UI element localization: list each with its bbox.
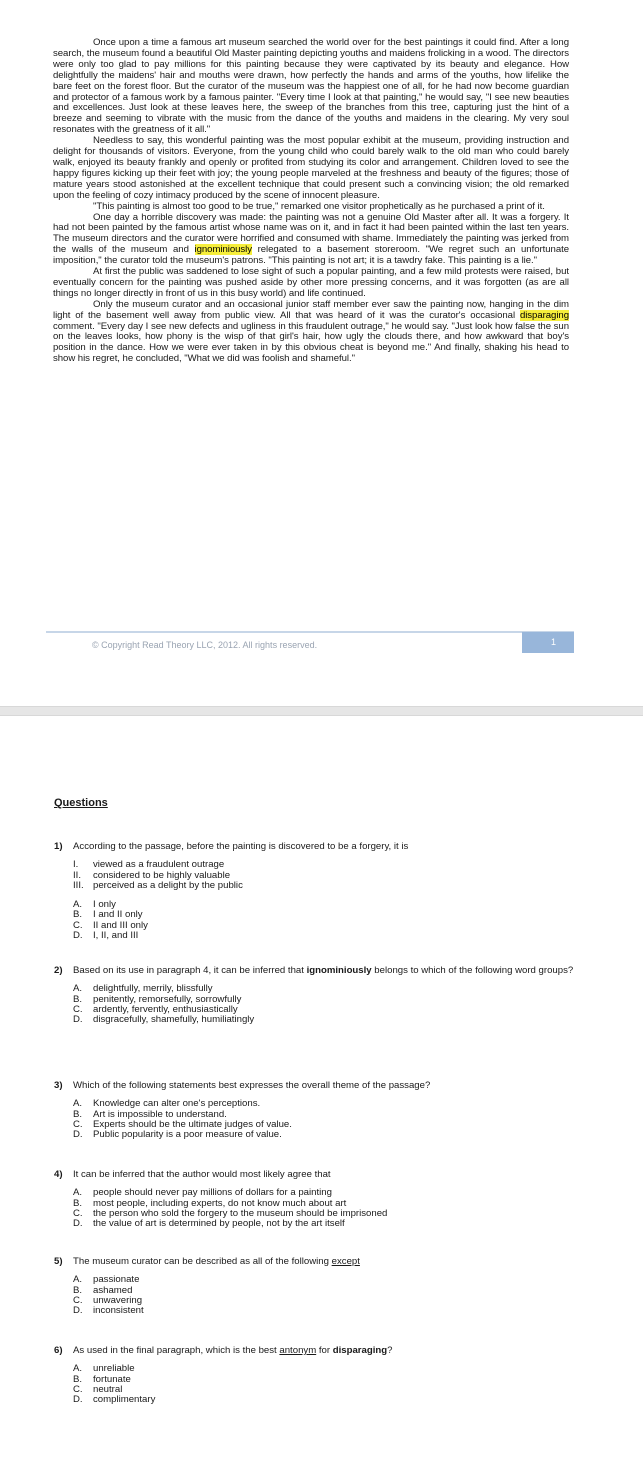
- text-run: Based on its use in paragraph 4, it can be inferred that: [73, 965, 307, 976]
- answer-option: [73, 1275, 574, 1285]
- question-item: [54, 841, 574, 941]
- answer-options: [73, 1364, 574, 1405]
- answer-option: [73, 1099, 574, 1109]
- option-text: fortunate: [93, 1373, 131, 1385]
- option-letter: B.: [73, 1108, 83, 1120]
- text-run: At first the public was saddened to lose sight of such a popular painting, and a few mild protests were raised, but eventually concern for the painting was pushed aside by other more pressing concerns, and it was forgotten (as are all things no longer directly in front of us in this busy world) and life continued.: [53, 266, 569, 299]
- question-number: 4): [54, 1169, 63, 1180]
- highlighted-word: ignominiously: [194, 244, 252, 256]
- option-text: the person who sold the forgery to the museum should be imprisoned: [93, 1207, 388, 1219]
- option-text: Knowledge can alter one's perceptions.: [93, 1098, 261, 1110]
- answer-options: [73, 1099, 574, 1140]
- text-run: According to the passage, before the painting is discovered to be a forgery, it is: [73, 841, 409, 852]
- roman-label: II.: [73, 869, 81, 881]
- answer-option: [73, 1395, 574, 1405]
- answer-option: [73, 1130, 574, 1140]
- option-letter: D.: [73, 1218, 83, 1230]
- option-letter: B.: [73, 909, 83, 921]
- answer-option: [73, 921, 574, 931]
- option-text: penitently, remorsefully, sorrowfully: [93, 993, 242, 1005]
- option-letter: D.: [73, 1394, 83, 1406]
- text-run: relegated to a basement storeroom. "We regret such an unfortunate imposition," the curator told the museum's patrons. "This painting is not art; it is a tawdry fake. This painting is a lie.": [53, 244, 570, 267]
- answer-options: [73, 1188, 574, 1229]
- option-letter: C.: [73, 1003, 83, 1015]
- answer-option: [73, 1015, 574, 1025]
- question-stem: [54, 1256, 574, 1267]
- question-item: [54, 1345, 574, 1405]
- option-letter: A.: [73, 1187, 83, 1199]
- option-letter: C.: [73, 1294, 83, 1306]
- option-text: I, II, and III: [93, 929, 139, 941]
- question-item: [54, 1080, 574, 1140]
- option-text: ashamed: [93, 1284, 133, 1296]
- question-item: [54, 1169, 574, 1229]
- option-text: Art is impossible to understand.: [93, 1108, 227, 1120]
- question-number: 5): [54, 1256, 63, 1267]
- roman-text: viewed as a fraudulent outrage: [93, 859, 225, 871]
- question-number: 1): [54, 841, 63, 852]
- option-letter: B.: [73, 1284, 83, 1296]
- passage-paragraph: [53, 213, 569, 268]
- answer-options: [73, 1275, 574, 1316]
- option-letter: C.: [73, 1207, 83, 1219]
- option-letter: D.: [73, 1014, 83, 1026]
- answer-option: [73, 1188, 574, 1198]
- answer-options: [73, 984, 574, 1025]
- question-number: 2): [54, 965, 63, 976]
- underlined-word: antonym: [279, 1345, 317, 1356]
- text-run: "This painting is almost too good to be true," remarked one visitor prophetically as he purchased a print of it.: [93, 200, 545, 212]
- questions-heading: Questions: [54, 797, 108, 809]
- question-item: [54, 1256, 574, 1316]
- option-text: Experts should be the ultimate judges of value.: [93, 1118, 292, 1130]
- question-text: [73, 1345, 574, 1356]
- question-stem: [54, 1169, 574, 1180]
- text-run: Needless to say, this wonderful painting was the most popular exhibit at the museum, providing instruction and delight for thousands of visitors. Everyone, from the young child who could barely walk to the old man who could barely walk, enjoyed its beauty frankly and openly or profited from studying its color and arrangement. Children loved to see the happy figures kicking up their feet with joy; the young people marveled at the freshness and beauty of the figures; those of mature years stood astonished at the excellent technique that could present such a convincing vision; the old remarked upon the feeling of cozy intimacy produced by the scene of innocent pleasure.: [53, 135, 569, 201]
- passage-paragraph: [53, 300, 569, 365]
- answer-option: [73, 931, 574, 941]
- option-text: the value of art is determined by people, not by the art itself: [93, 1218, 345, 1230]
- question-number: 6): [54, 1345, 63, 1356]
- page-footer: [46, 631, 574, 655]
- option-letter: A.: [73, 1098, 83, 1110]
- text-run: Only the museum curator and an occasional junior staff member ever saw the painting now, hanging in the dim light of the basement well away from public view. All that was heard of it was the curator's occasional: [53, 298, 569, 321]
- option-letter: A.: [73, 1363, 83, 1375]
- answer-options: [73, 900, 574, 941]
- answer-option: [73, 984, 574, 994]
- bold-word: ignominiously: [306, 965, 372, 976]
- page-1: [0, 0, 643, 706]
- option-text: people should never pay millions of dollars for a painting: [93, 1187, 332, 1199]
- answer-option: [73, 1296, 574, 1306]
- page-number-badge: 1: [522, 632, 574, 653]
- answer-option: [73, 1219, 574, 1229]
- roman-label: I.: [73, 859, 79, 871]
- text-run: Which of the following statements best expresses the overall theme of the passage?: [73, 1080, 431, 1091]
- question-number: 3): [54, 1080, 63, 1091]
- question-item: [54, 965, 574, 1025]
- option-text: Public popularity is a poor measure of value.: [93, 1129, 282, 1141]
- roman-statement: [73, 881, 574, 891]
- roman-text: considered to be highly valuable: [93, 869, 231, 881]
- text-run: ?: [387, 1345, 393, 1356]
- answer-option: [73, 1375, 574, 1385]
- text-run: One day a horrible discovery was made: the painting was not a genuine Old Master after all. It was a forgery. It had not been painted by the famous artist whose name was on it, and in fact it had been painted within the last ten years. The museum directors and the curator were horrified and consumed with shame. Immediately the painting was jerked from the walls of the museum and: [53, 211, 569, 256]
- option-text: neutral: [93, 1383, 123, 1395]
- text-run: belongs to which of the following word groups?: [371, 965, 574, 976]
- question-text: [73, 1169, 574, 1180]
- reading-passage: [53, 38, 569, 365]
- option-letter: A.: [73, 1274, 83, 1286]
- question-stem: [54, 841, 574, 852]
- question-text: [73, 965, 574, 976]
- bold-word: disparaging: [332, 1345, 388, 1356]
- text-run: As used in the final paragraph, which is the best: [73, 1345, 280, 1356]
- question-stem: [54, 1080, 574, 1091]
- highlighted-word: disparaging: [519, 309, 569, 321]
- text-run: It can be inferred that the author would most likely agree that: [73, 1169, 331, 1180]
- roman-statement: [73, 860, 574, 870]
- text-run: for: [316, 1345, 333, 1356]
- question-stem: [54, 1345, 574, 1356]
- text-run: The museum curator can be described as all of the following: [73, 1256, 332, 1267]
- page-separator: [0, 706, 643, 716]
- question-text: [73, 841, 574, 852]
- option-letter: D.: [73, 1129, 83, 1141]
- question-stem: [54, 965, 574, 976]
- question-text: [73, 1256, 574, 1267]
- option-text: ardently, fervently, enthusiastically: [93, 1003, 238, 1015]
- copyright-notice: © Copyright Read Theory LLC, 2012. All rights reserved.: [92, 640, 318, 650]
- passage-paragraph: [53, 267, 569, 300]
- option-letter: A.: [73, 983, 83, 995]
- option-text: II and III only: [93, 919, 148, 931]
- underlined-word: except: [331, 1256, 360, 1267]
- option-text: inconsistent: [93, 1305, 144, 1317]
- answer-option: [73, 1364, 574, 1374]
- option-letter: C.: [73, 1118, 83, 1130]
- option-letter: D.: [73, 929, 83, 941]
- answer-option: [73, 910, 574, 920]
- roman-numeral-list: [73, 860, 574, 891]
- option-letter: B.: [73, 993, 83, 1005]
- text-run: comment. "Every day I see new defects and ugliness in this fraudulent outrage," he would say. "Just look how false the sun on the leaves looks, how phony is the wisp of that girl's hair, how ugly the clouds there, and how awkward that boy's position in the dance. How we were ever taken in by this obvious cheat is beyond me." And finally, shaking his head to show his regret, he concluded, "What we did was foolish and shameful.": [53, 320, 569, 365]
- option-letter: B.: [73, 1373, 83, 1385]
- option-text: most people, including experts, do not know much about art: [93, 1197, 347, 1209]
- question-text: [73, 1080, 574, 1091]
- option-text: complimentary: [93, 1394, 156, 1406]
- answer-option: [73, 900, 574, 910]
- option-letter: C.: [73, 1383, 83, 1395]
- option-letter: C.: [73, 919, 83, 931]
- roman-label: III.: [73, 879, 84, 891]
- text-run: Once upon a time a famous art museum searched the world over for the best paintings it could find. After a long search, the museum found a beautiful Old Master painting depicting youths and maidens frolicking in a wood. The directors were only too glad to pay millions for this painting because they were captivated by its beauty and elegance. How delightfully the maidens' hair and mouths were drawn, how perfectly the hands and arms of the youths, how lifelike the bare feet on the forest floor. But the curator of the museum was the happiest one of all, for he had now become guardian and protector of a famous work by a famous painter. "Every time I look at that painting," he would say, "I see new beauties and excellences. Just look at these leaves here, the sweep of the branches from this tree, capturing just the hint of a breeze and seeming to vibrate with the music from the dance of the youths and maidens in the clearing. My very soul resonates with the greatness of it all.": [53, 37, 569, 136]
- answer-option: [73, 1286, 574, 1296]
- option-letter: D.: [73, 1305, 83, 1317]
- option-letter: B.: [73, 1197, 83, 1209]
- option-text: unwavering: [93, 1294, 143, 1306]
- passage-paragraph: [53, 38, 569, 136]
- option-text: I and II only: [93, 909, 143, 921]
- option-text: delightfully, merrily, blissfully: [93, 983, 213, 995]
- option-text: disgracefully, shamefully, humiliatingly: [93, 1014, 255, 1026]
- roman-text: perceived as a delight by the public: [93, 879, 243, 891]
- option-text: I only: [93, 899, 116, 911]
- option-text: passionate: [93, 1274, 140, 1286]
- page-2: [0, 716, 643, 1459]
- option-letter: A.: [73, 899, 83, 911]
- option-text: unreliable: [93, 1363, 135, 1375]
- answer-option: [73, 1306, 574, 1316]
- passage-paragraph: [53, 136, 569, 201]
